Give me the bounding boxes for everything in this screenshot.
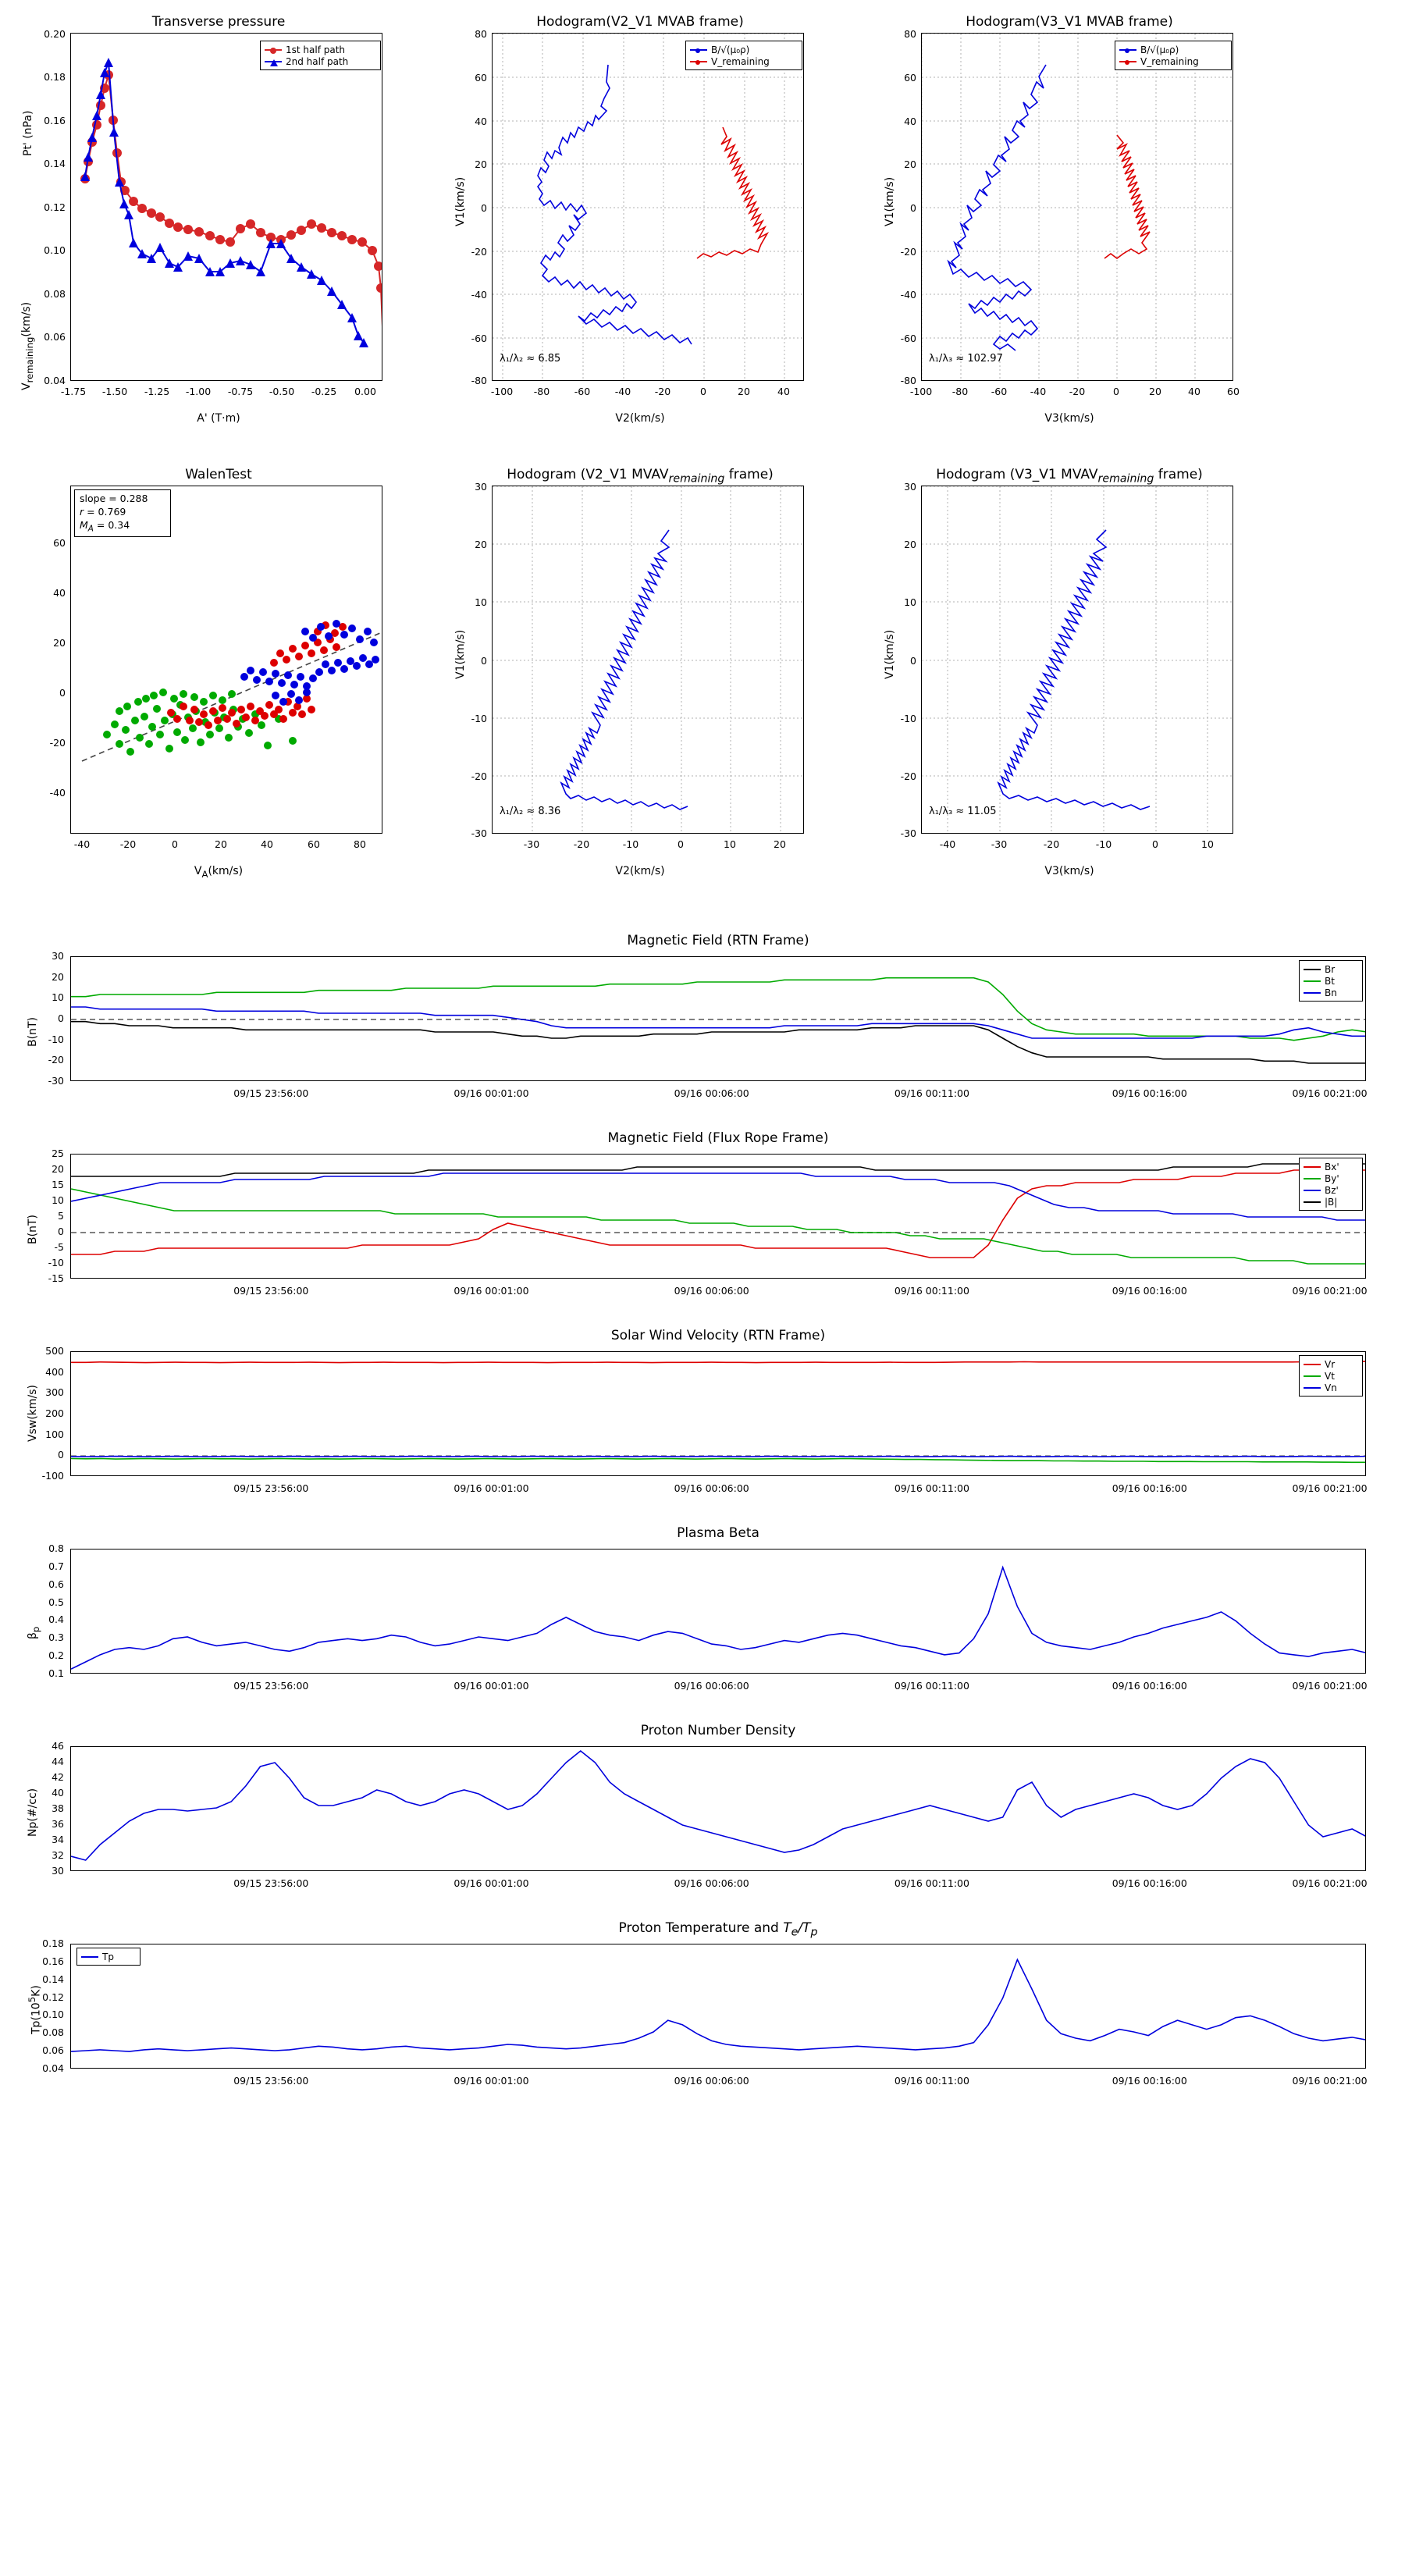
legend-label: V_remaining <box>711 55 770 67</box>
xtick: 09/16 00:01:00 <box>454 1285 529 1297</box>
xtick: -10 <box>622 838 639 850</box>
legend-row <box>1304 1161 1358 1172</box>
ytick: -10 <box>471 713 487 724</box>
ytick: 34 <box>52 1834 64 1845</box>
panel-title-hodogram-v3v1-mvav: Hodogram (V3_V1 $MVAV_{remaining}$ frame) <box>936 467 1203 486</box>
ytick: -20 <box>900 770 916 782</box>
ytick: 0.14 <box>44 158 66 169</box>
legend-row <box>265 55 376 67</box>
axis-label-y-proton_temperature: $Tp(10^5K)$ <box>27 1985 43 2034</box>
xtick: -10 <box>1095 838 1112 850</box>
panel-title-walen-test: WalenTest <box>185 467 252 482</box>
xtick: 0 <box>1113 386 1119 397</box>
ytick: 0.18 <box>42 1937 64 1949</box>
ytick: 0 <box>58 1012 64 1024</box>
xtick: -30 <box>523 838 540 850</box>
ytick: 42 <box>52 1771 64 1783</box>
annotation-lambda-ratio-v3v1-mvab: λ₁/λ₃ ≈ 102.97 <box>929 353 1003 365</box>
legend-swatch <box>1304 1201 1321 1203</box>
ytick: -30 <box>471 827 487 839</box>
ytick: 0.06 <box>42 2044 64 2057</box>
legend-swatch <box>1304 992 1321 994</box>
ytick: 60 <box>475 72 487 84</box>
xtick: -40 <box>614 386 631 397</box>
ytick: 36 <box>52 1818 64 1830</box>
legend-row <box>1304 1196 1358 1208</box>
plot-magnetic_field_rtn <box>70 956 1366 1081</box>
ytick: 0.7 <box>48 1560 64 1572</box>
ytick: 0.10 <box>44 244 66 256</box>
legend-swatch-b <box>690 49 707 51</box>
xtick: -20 <box>1069 386 1086 397</box>
ytick: 0 <box>910 202 916 214</box>
xtick: -1.00 <box>185 386 212 397</box>
axis-label-y-solar_wind_velocity: Vsw(km/s) <box>27 1384 39 1442</box>
panel-title-plasma_beta: Plasma Beta <box>677 1525 759 1541</box>
legend-label: Tp <box>102 1951 114 1962</box>
legend-row <box>1304 1370 1358 1382</box>
xtick: 20 <box>774 838 786 850</box>
legend-row <box>1304 1382 1358 1393</box>
ytick: 15 <box>52 1179 64 1190</box>
ytick: 0.12 <box>44 201 66 213</box>
legend-proton_temperature <box>76 1948 140 1966</box>
ytick: 10 <box>52 991 64 1004</box>
ytick: 200 <box>45 1407 64 1419</box>
legend-row <box>690 55 798 67</box>
xtick: -1.25 <box>144 386 170 397</box>
xtick: -20 <box>1043 838 1060 850</box>
xtick: 09/16 00:11:00 <box>894 1087 969 1099</box>
panel-title-hodogram-v2v1-mvav: Hodogram (V2_V1 $MVAV_{remaining}$ frame) <box>507 467 774 486</box>
plot-transverse-pressure <box>70 33 382 381</box>
walen-ma: $M_A = 0.34$ <box>80 518 130 534</box>
ytick: -60 <box>471 333 487 344</box>
xtick: -0.50 <box>269 386 295 397</box>
legend-magnetic_field_rtn <box>1299 960 1363 1002</box>
ytick: -40 <box>49 787 66 799</box>
xtick: 20 <box>738 386 750 397</box>
ytick: 60 <box>53 537 66 549</box>
legend-solar_wind_velocity <box>1299 1355 1363 1397</box>
ytick: 300 <box>45 1386 64 1399</box>
axis-label-x-transverse-pressure: A' (T·m) <box>197 412 240 425</box>
xtick: 09/16 00:11:00 <box>894 1482 969 1494</box>
ytick: 100 <box>45 1428 64 1440</box>
xtick: 09/16 00:06:00 <box>674 1680 749 1692</box>
legend-swatch <box>1304 1166 1321 1168</box>
axis-label-y-hodogram-v3v1-mvab: V1(km/s) <box>884 176 896 226</box>
walen-stats-box <box>74 489 171 537</box>
legend-row <box>1304 975 1358 987</box>
xtick: -60 <box>574 386 591 397</box>
ytick: 0.12 <box>42 1991 64 2003</box>
ytick: -40 <box>900 289 916 301</box>
legend-swatch <box>1304 969 1321 970</box>
legend-swatch <box>1304 1178 1321 1179</box>
ytick: 30 <box>52 1865 64 1877</box>
axis-label-y-hodogram-v2v1-mvab: V1(km/s) <box>454 176 467 226</box>
walen-r: r = 0.769 <box>80 505 126 518</box>
xtick: 09/16 00:21:00 <box>1292 2075 1368 2087</box>
xtick: 09/16 00:11:00 <box>894 2075 969 2087</box>
plot-proton_temperature <box>70 1944 1366 2069</box>
ytick: 0 <box>481 202 487 214</box>
legend-label: Vt <box>1325 1370 1335 1382</box>
plot-hodogram-v3v1-mvab <box>921 33 1233 381</box>
ytick: 80 <box>904 28 916 40</box>
ytick: 20 <box>904 539 916 550</box>
panel-title-transverse-pressure: Transverse pressure <box>151 14 286 30</box>
legend-label: Bz' <box>1325 1184 1339 1196</box>
ytick: 30 <box>52 950 64 962</box>
ytick: 0.14 <box>42 1973 64 1985</box>
ytick: 80 <box>475 28 487 40</box>
axis-label-y-hodogram-v3v1-mvav: V1(km/s) <box>884 629 896 679</box>
xtick: 09/16 00:11:00 <box>894 1680 969 1692</box>
xtick: 09/16 00:06:00 <box>674 1087 749 1099</box>
xtick: 09/16 00:16:00 <box>1112 2075 1187 2087</box>
xtick: -80 <box>533 386 550 397</box>
xtick: 09/16 00:01:00 <box>454 2075 529 2087</box>
plot-proton_density <box>70 1746 1366 1871</box>
annotation-lambda-ratio-v2v1-mvav: λ₁/λ₂ ≈ 8.36 <box>500 806 561 817</box>
panel-title-proton_density: Proton Number Density <box>640 1723 796 1738</box>
xtick: 09/15 23:56:00 <box>233 1285 309 1297</box>
legend-row <box>690 44 798 55</box>
ytick: -40 <box>471 289 487 301</box>
ytick: -5 <box>54 1241 64 1253</box>
legend-row <box>1119 55 1227 67</box>
legend-label: V_remaining <box>1140 55 1199 67</box>
ytick: 10 <box>52 1194 64 1206</box>
legend-label: Br <box>1325 963 1336 975</box>
legend-row <box>1304 963 1358 975</box>
legend-label: 1st half path <box>286 44 346 55</box>
axis-label-y-magnetic_field_rtn: B(nT) <box>27 1017 39 1047</box>
xtick: 10 <box>724 838 736 850</box>
ytick: -60 <box>900 333 916 344</box>
xtick: -20 <box>654 386 671 397</box>
ytick: 400 <box>45 1365 64 1378</box>
ytick: -20 <box>471 246 487 258</box>
axis-label-y-transverse-pressure: Pt' (nPa) <box>22 110 34 156</box>
xtick: 80 <box>354 838 366 850</box>
legend-swatch-b <box>1119 49 1136 51</box>
ytick: 0.1 <box>48 1667 64 1679</box>
xtick: 09/16 00:16:00 <box>1112 1087 1187 1099</box>
ytick: 20 <box>52 1163 64 1175</box>
plot-solar_wind_velocity <box>70 1351 1366 1476</box>
panel-title-proton_temperature: Proton Temperature and $T_e/T_p$ <box>618 1920 818 1939</box>
axis-label-x-walen: $V_A(km/s)$ <box>194 865 244 880</box>
axis-label-x-hodogram-v3v1-mvav: V3(km/s) <box>1044 865 1094 877</box>
axis-label-y-magnetic_field_fr: B(nT) <box>27 1215 39 1244</box>
ytick: 40 <box>52 1787 64 1799</box>
xtick: -60 <box>991 386 1008 397</box>
legend-label: B/√(μ₀ρ) <box>711 44 750 55</box>
ytick: -30 <box>900 827 916 839</box>
ytick: 0.6 <box>48 1578 64 1590</box>
legend-label: |B| <box>1325 1196 1338 1208</box>
xtick: 40 <box>261 838 273 850</box>
xtick: 0 <box>1152 838 1158 850</box>
ytick: 5 <box>58 1210 64 1222</box>
xtick: 09/16 00:11:00 <box>894 1285 969 1297</box>
ytick: 20 <box>53 637 66 649</box>
legend-swatch <box>1304 1190 1321 1191</box>
xtick: 60 <box>1227 386 1240 397</box>
ytick: 40 <box>475 116 487 127</box>
ytick: 0.06 <box>44 331 66 343</box>
xtick: 09/16 00:06:00 <box>674 1285 749 1297</box>
xtick: -100 <box>490 386 514 397</box>
plot-hodogram-v2v1-mvab <box>492 33 804 381</box>
xtick: 09/16 00:16:00 <box>1112 1680 1187 1692</box>
legend-label: Vr <box>1325 1358 1336 1370</box>
ytick: 30 <box>904 481 916 493</box>
ytick: 44 <box>52 1756 64 1767</box>
xtick: 09/16 00:01:00 <box>454 1877 529 1889</box>
legend-hodogram-v3v1-mvab <box>1115 41 1232 70</box>
ytick: 0 <box>910 655 916 667</box>
ytick: 40 <box>53 587 66 599</box>
ytick: -15 <box>48 1272 64 1284</box>
xtick: -1.50 <box>101 386 128 397</box>
ytick: 0.8 <box>48 1542 64 1554</box>
ytick: 0 <box>481 655 487 667</box>
axis-label-y-walen: $V_{remaining}(km/s)$ <box>20 301 35 390</box>
legend-magnetic_field_fr <box>1299 1158 1363 1211</box>
plot-hodogram-v3v1-mvav <box>921 486 1233 834</box>
axis-label-y-proton_density: Np(#/cc) <box>27 1788 39 1837</box>
ytick: 10 <box>475 596 487 608</box>
xtick: 09/16 00:06:00 <box>674 2075 749 2087</box>
ytick: 0.16 <box>42 1955 64 1967</box>
xtick: -40 <box>1030 386 1047 397</box>
xtick: 09/16 00:01:00 <box>454 1680 529 1692</box>
legend-swatch-1st-half <box>265 49 282 51</box>
panel-title-magnetic_field_fr: Magnetic Field (Flux Rope Frame) <box>607 1130 829 1146</box>
ytick: 60 <box>904 72 916 84</box>
ytick: 0.3 <box>48 1631 64 1644</box>
xtick: 09/16 00:16:00 <box>1112 1285 1187 1297</box>
legend-label: 2nd half path <box>286 55 349 67</box>
ytick: 0.18 <box>44 71 66 83</box>
ytick: -10 <box>900 713 916 724</box>
legend-swatch-2nd-half <box>265 61 282 62</box>
ytick: 0 <box>58 1226 64 1237</box>
ytick: 0.4 <box>48 1614 64 1626</box>
ytick: 0.08 <box>44 288 66 300</box>
xtick: 40 <box>777 386 790 397</box>
legend-label: Vn <box>1325 1382 1337 1393</box>
axis-label-x-hodogram-v3v1-mvab: V3(km/s) <box>1044 412 1094 425</box>
xtick: 60 <box>308 838 320 850</box>
xtick: -1.75 <box>60 386 87 397</box>
xtick: 0.00 <box>354 386 376 397</box>
ytick: 0.08 <box>42 2026 64 2039</box>
legend-swatch <box>1304 980 1321 982</box>
xtick: -0.75 <box>227 386 254 397</box>
xtick: 09/15 23:56:00 <box>233 1877 309 1889</box>
ytick: 20 <box>475 158 487 170</box>
ytick: 0.20 <box>44 28 66 40</box>
ytick: -100 <box>41 1470 64 1482</box>
ytick: -20 <box>900 246 916 258</box>
ytick: 0 <box>59 687 66 699</box>
legend-transverse-pressure <box>260 41 381 70</box>
xtick: 09/16 00:21:00 <box>1292 1680 1368 1692</box>
ytick: 20 <box>52 970 64 983</box>
legend-row <box>1304 987 1358 998</box>
xtick: 09/15 23:56:00 <box>233 1680 309 1692</box>
legend-label: Bt <box>1325 975 1335 987</box>
xtick: -20 <box>573 838 590 850</box>
xtick: 09/16 00:06:00 <box>674 1482 749 1494</box>
legend-label: B/√(μ₀ρ) <box>1140 44 1179 55</box>
ytick: -20 <box>471 770 487 782</box>
ytick: 10 <box>904 596 916 608</box>
legend-hodogram-v2v1-mvab <box>685 41 802 70</box>
xtick: -40 <box>73 838 91 850</box>
legend-row <box>81 1951 136 1962</box>
ytick: 0.2 <box>48 1649 64 1662</box>
xtick: 09/16 00:21:00 <box>1292 1087 1368 1099</box>
annotation-lambda-ratio-v3v1-mvav: λ₁/λ₃ ≈ 11.05 <box>929 806 997 817</box>
xtick: -0.25 <box>311 386 337 397</box>
xtick: 09/16 00:21:00 <box>1292 1877 1368 1889</box>
axis-label-y-hodogram-v2v1-mvav: V1(km/s) <box>454 629 467 679</box>
ytick: -20 <box>48 1054 64 1066</box>
ytick: 25 <box>52 1147 64 1159</box>
ytick: 46 <box>52 1740 64 1752</box>
xtick: -30 <box>991 838 1008 850</box>
xtick: 20 <box>215 838 227 850</box>
xtick: 0 <box>172 838 178 850</box>
legend-swatch-vrem <box>690 61 707 62</box>
plot-magnetic_field_fr <box>70 1154 1366 1279</box>
plot-hodogram-v2v1-mvav <box>492 486 804 834</box>
walen-slope: slope = 0.288 <box>80 493 148 504</box>
axis-label-x-hodogram-v2v1-mvab: V2(km/s) <box>615 412 665 425</box>
panel-title-hodogram-v3v1-mvab: Hodogram(V3_V1 MVAB frame) <box>966 14 1173 30</box>
xtick: -100 <box>909 386 933 397</box>
ytick: 0.16 <box>44 115 66 126</box>
xtick: 09/16 00:06:00 <box>674 1877 749 1889</box>
xtick: 09/16 00:16:00 <box>1112 1482 1187 1494</box>
legend-row <box>1304 1184 1358 1196</box>
ytick: -30 <box>48 1075 64 1087</box>
ytick: 30 <box>475 481 487 493</box>
ytick: -10 <box>48 1033 64 1045</box>
legend-row <box>1304 1358 1358 1370</box>
xtick: 20 <box>1149 386 1161 397</box>
ytick: 0.04 <box>42 2062 64 2074</box>
ytick: 0.10 <box>42 2008 64 2021</box>
legend-label: Bn <box>1325 987 1337 998</box>
legend-row <box>265 44 376 55</box>
legend-label: Bx' <box>1325 1161 1339 1172</box>
ytick: 38 <box>52 1802 64 1814</box>
legend-label: By' <box>1325 1172 1339 1184</box>
panel-title-hodogram-v2v1-mvab: Hodogram(V2_V1 MVAB frame) <box>536 14 744 30</box>
legend-row <box>1304 1172 1358 1184</box>
ytick: 40 <box>904 116 916 127</box>
xtick: 09/16 00:16:00 <box>1112 1877 1187 1889</box>
ytick: -80 <box>900 375 916 386</box>
xtick: 09/15 23:56:00 <box>233 1087 309 1099</box>
annotation-lambda-ratio-v2v1-mvab: λ₁/λ₂ ≈ 6.85 <box>500 353 561 365</box>
ytick: 0.04 <box>44 375 66 386</box>
ytick: -80 <box>471 375 487 386</box>
legend-swatch <box>81 1956 98 1958</box>
xtick: 40 <box>1188 386 1200 397</box>
xtick: 09/16 00:21:00 <box>1292 1285 1368 1297</box>
xtick: 09/16 00:11:00 <box>894 1877 969 1889</box>
xtick: 10 <box>1201 838 1214 850</box>
legend-swatch <box>1304 1364 1321 1365</box>
ytick: 32 <box>52 1849 64 1861</box>
ytick: 20 <box>904 158 916 170</box>
xtick: 09/16 00:21:00 <box>1292 1482 1368 1494</box>
ytick: 20 <box>475 539 487 550</box>
legend-swatch <box>1304 1387 1321 1389</box>
legend-row <box>1119 44 1227 55</box>
xtick: 09/15 23:56:00 <box>233 1482 309 1494</box>
xtick: -80 <box>951 386 969 397</box>
panel-title-magnetic_field_rtn: Magnetic Field (RTN Frame) <box>627 933 809 948</box>
xtick: 09/16 00:01:00 <box>454 1482 529 1494</box>
xtick: -40 <box>939 838 956 850</box>
ytick: 0.5 <box>48 1596 64 1608</box>
ytick: -10 <box>48 1257 64 1268</box>
legend-swatch-vrem <box>1119 61 1136 62</box>
axis-label-y-plasma_beta: $\beta_p$ <box>27 1626 41 1639</box>
ytick: -20 <box>49 737 66 749</box>
panel-title-solar_wind_velocity: Solar Wind Velocity (RTN Frame) <box>610 1328 826 1343</box>
xtick: -20 <box>119 838 137 850</box>
plot-plasma_beta <box>70 1549 1366 1674</box>
xtick: 09/15 23:56:00 <box>233 2075 309 2087</box>
legend-swatch <box>1304 1375 1321 1377</box>
plot-walen-test <box>70 486 382 834</box>
xtick: 09/16 00:01:00 <box>454 1087 529 1099</box>
ytick: 500 <box>45 1345 64 1357</box>
xtick: 0 <box>678 838 684 850</box>
xtick: 0 <box>700 386 706 397</box>
axis-label-x-hodogram-v2v1-mvav: V2(km/s) <box>615 865 665 877</box>
ytick: 0 <box>58 1449 64 1461</box>
